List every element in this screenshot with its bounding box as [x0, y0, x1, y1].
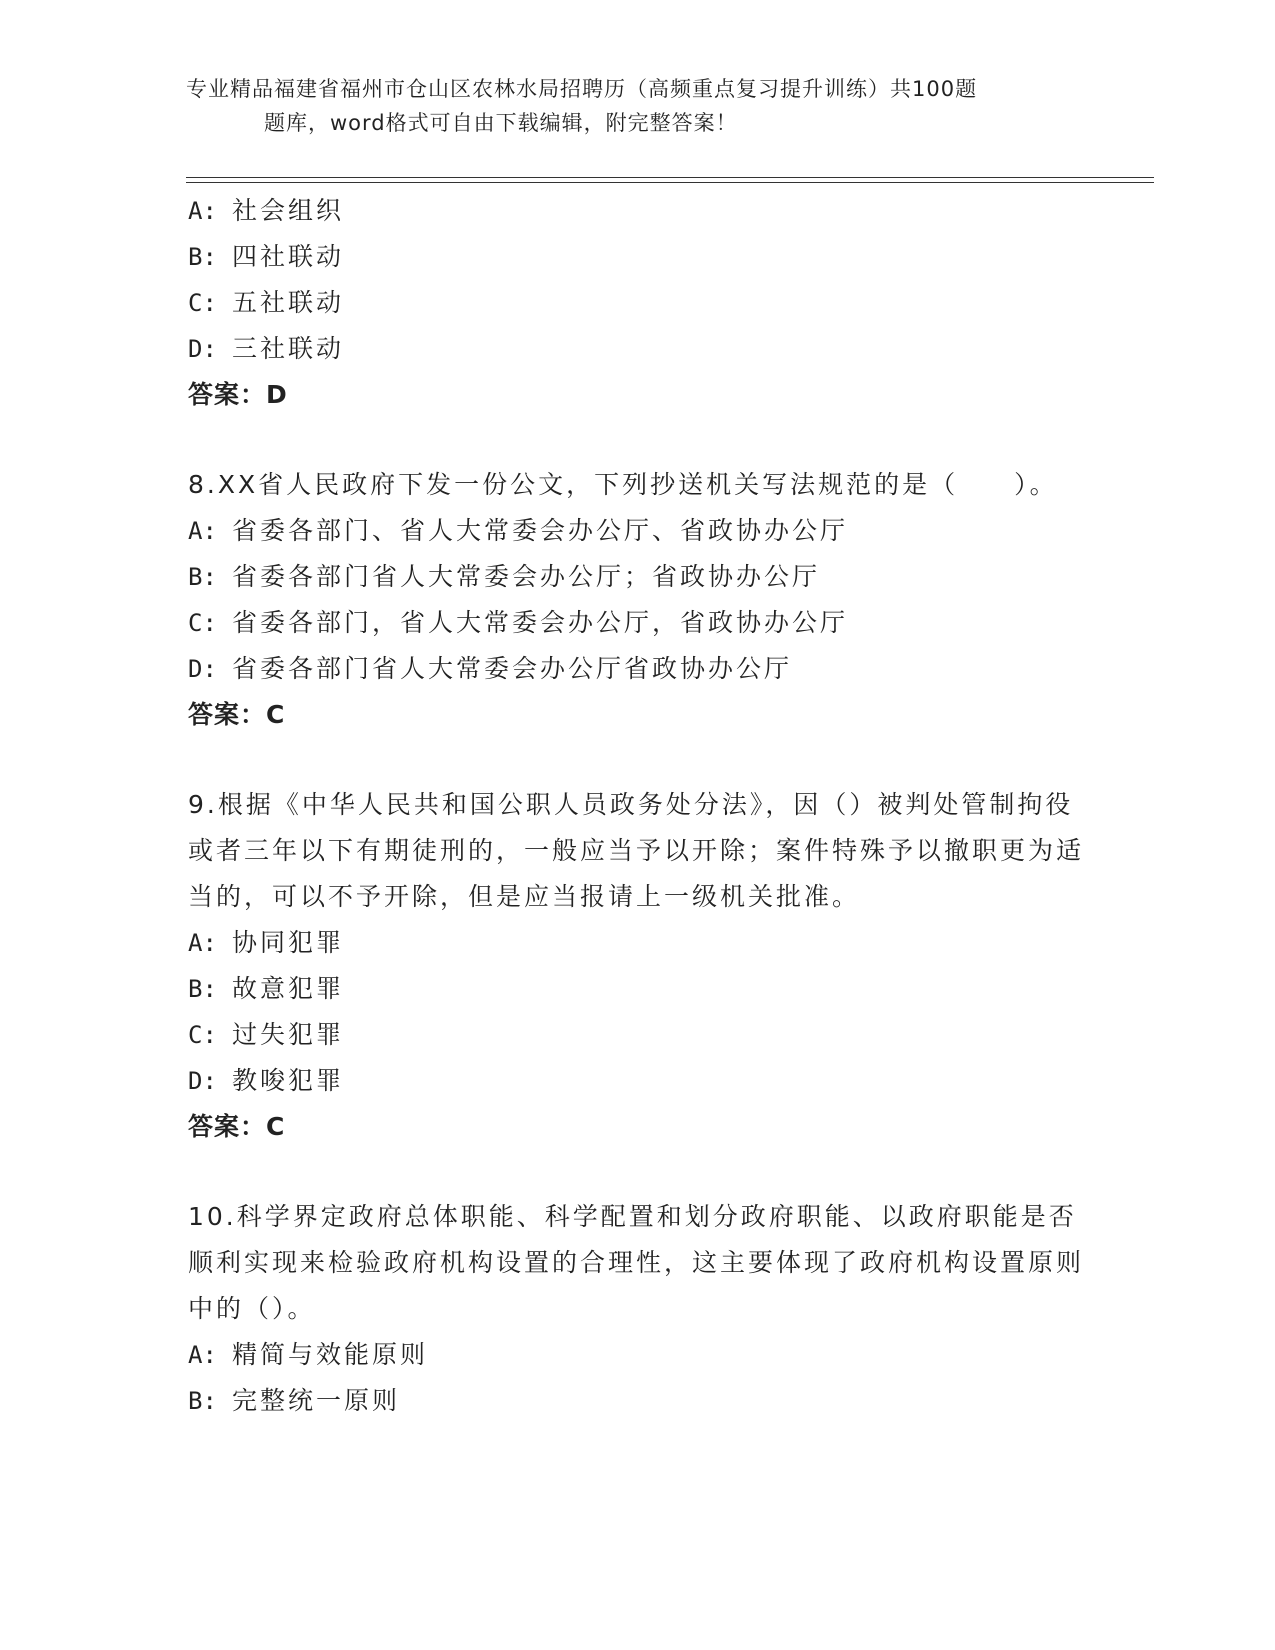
option-letter: B: [188, 243, 217, 271]
question-block-7 [188, 188, 1088, 418]
answer-line: 答案：D [188, 380, 288, 409]
option-a [188, 1332, 1088, 1378]
question-list [188, 188, 1088, 1424]
option-letter: A: [188, 1341, 217, 1369]
option-letter: A: [188, 929, 217, 957]
question-text: 9.根据《中华人民共和国公职人员政务处分法》，因（）被判处管制拘役或者三年以下有期徒刑的，一般应当予以开除；案件特殊予以撤职更为适当的，可以不予开除，但是应当报请上一级机关批准。 [188, 790, 1085, 911]
answer-line: 答案：C [188, 1112, 286, 1141]
option-text: 五社联动 [232, 288, 345, 317]
option-text: 过失犯罪 [232, 1020, 345, 1049]
option-a [188, 920, 1088, 966]
option-letter: D: [188, 1067, 217, 1095]
option-b [188, 1378, 1088, 1424]
option-b [188, 234, 1088, 280]
option-letter: C: [188, 609, 217, 637]
option-letter: B: [188, 563, 217, 591]
option-text: 故意犯罪 [232, 974, 345, 1003]
header-line-1: 专业精品福建省福州市仓山区农林水局招聘历（高频重点复习提升训练）共100题 [186, 77, 978, 101]
option-text: 社会组织 [232, 196, 345, 225]
option-text: 省委各部门省人大常委会办公厅；省政协办公厅 [232, 562, 821, 591]
option-a [188, 188, 1088, 234]
option-text: 协同犯罪 [232, 928, 345, 957]
option-c [188, 1012, 1088, 1058]
question-block-8 [188, 462, 1088, 738]
option-b [188, 554, 1088, 600]
option-text: 省委各部门、省人大常委会办公厅、省政协办公厅 [232, 516, 849, 545]
option-text: 教唆犯罪 [232, 1066, 345, 1095]
document-header [186, 72, 1086, 140]
option-letter: D: [188, 335, 217, 363]
question-text: 10.科学界定政府总体职能、科学配置和划分政府职能、以政府职能是否顺利实现来检验政府机构设置的合理性，这主要体现了政府机构设置原则中的（）。 [188, 1202, 1085, 1323]
option-d [188, 1058, 1088, 1104]
option-text: 省委各部门省人大常委会办公厅省政协办公厅 [232, 654, 793, 683]
option-text: 省委各部门，省人大常委会办公厅，省政协办公厅 [232, 608, 849, 637]
header-line-2: 题库，word格式可自由下载编辑，附完整答案！ [264, 111, 738, 135]
option-text: 精简与效能原则 [232, 1340, 429, 1369]
option-text: 三社联动 [232, 334, 345, 363]
option-b [188, 966, 1088, 1012]
option-c [188, 280, 1088, 326]
question-block-9 [188, 782, 1088, 1150]
option-letter: A: [188, 517, 217, 545]
option-a [188, 508, 1088, 554]
option-d [188, 646, 1088, 692]
header-rule-bottom [186, 182, 1154, 183]
option-letter: B: [188, 975, 217, 1003]
option-letter: C: [188, 289, 217, 317]
header-rule-top [186, 177, 1154, 178]
option-letter: C: [188, 1021, 217, 1049]
option-letter: A: [188, 197, 217, 225]
question-text: 8.XX省人民政府下发一份公文，下列抄送机关写法规范的是（ ）。 [188, 470, 1058, 499]
option-text: 四社联动 [232, 242, 345, 271]
answer-line: 答案：C [188, 700, 286, 729]
option-d [188, 326, 1088, 372]
option-c [188, 600, 1088, 646]
option-text: 完整统一原则 [232, 1386, 401, 1415]
question-block-10 [188, 1194, 1088, 1424]
option-letter: B: [188, 1387, 217, 1415]
option-letter: D: [188, 655, 217, 683]
